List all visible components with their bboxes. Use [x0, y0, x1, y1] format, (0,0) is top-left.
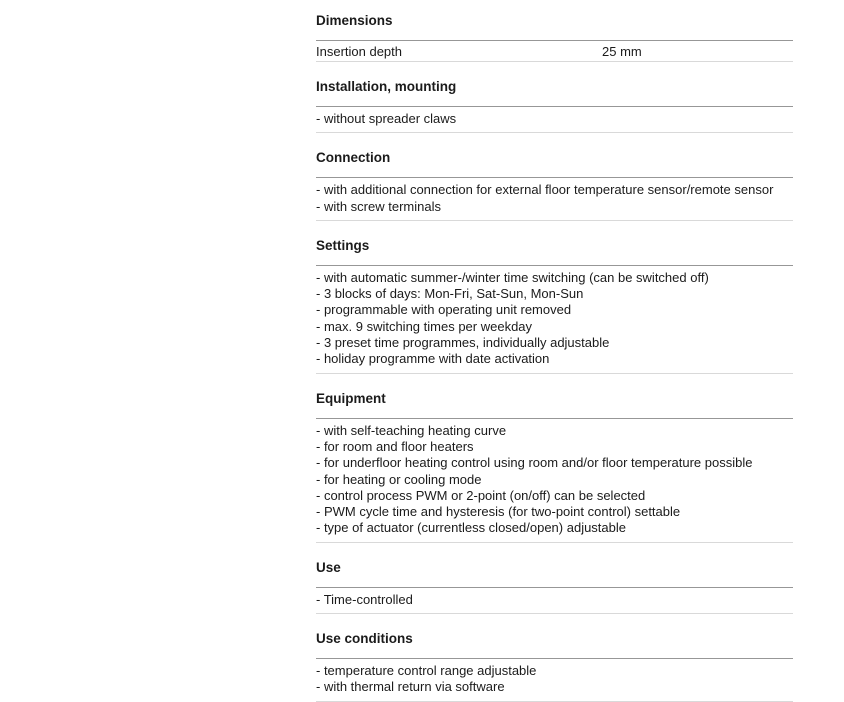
section-title: Settings [316, 237, 370, 253]
section-dimensions [316, 14, 793, 62]
section-settings [316, 239, 793, 374]
list-item: - with automatic summer-/winter time switching (can be switched off) [316, 269, 709, 285]
list-item: - for heating or cooling mode [316, 471, 482, 487]
list-item: - with self-teaching heating curve [316, 422, 507, 438]
section-equipment [316, 392, 793, 543]
list-item: - with screw terminals [316, 198, 441, 214]
feature-list [316, 266, 793, 373]
spec-row [316, 44, 793, 59]
list-item: - 3 blocks of days: Mon-Fri, Sat-Sun, Mon-Sun [316, 286, 584, 302]
section-end-divider [316, 373, 793, 374]
list-item: - with additional connection for external floor temperature sensor/remote sensor [316, 182, 774, 198]
list-item: - temperature control range adjustable [316, 663, 537, 679]
section-end-divider [316, 132, 793, 133]
list-item: - programmable with operating unit removed [316, 302, 572, 318]
section-title: Equipment [316, 390, 386, 406]
section-title: Connection [316, 150, 391, 166]
section-end-divider [316, 613, 793, 614]
section-title: Use conditions [316, 631, 413, 647]
section-title: Dimensions [316, 13, 393, 28]
list-item: - Time-controlled [316, 591, 413, 607]
list-item: - max. 9 switching times per weekday [316, 318, 533, 334]
section-use [316, 561, 793, 614]
spec-sheet [316, 14, 793, 702]
section-end-divider [316, 220, 793, 221]
section-title: Use [316, 559, 341, 575]
list-item: - without spreader claws [316, 111, 457, 126]
section-end-divider [316, 701, 793, 702]
section-installation-mounting [316, 80, 793, 133]
list-item: - with thermal return via software [316, 679, 505, 695]
list-item: - PWM cycle time and hysteresis (for two-point control) settable [316, 504, 681, 520]
spec-value: 25 mm [602, 44, 642, 59]
feature-list [316, 419, 793, 542]
list-item: - for underfloor heating control using room and/or floor temperature possible [316, 455, 753, 471]
feature-list [316, 107, 793, 132]
section-connection [316, 151, 793, 221]
feature-list [316, 588, 793, 613]
spec-table [316, 41, 793, 61]
section-end-divider [316, 542, 793, 543]
list-item: - holiday programme with date activation [316, 351, 550, 367]
section-end-divider [316, 61, 793, 62]
spec-label: Insertion depth [316, 44, 403, 59]
list-item: - for room and floor heaters [316, 438, 474, 454]
feature-list [316, 178, 793, 220]
list-item: - 3 preset time programmes, individually adjustable [316, 335, 610, 351]
section-use-conditions [316, 632, 793, 702]
list-item: - type of actuator (currentless closed/open) adjustable [316, 520, 627, 536]
feature-list [316, 659, 793, 701]
list-item: - control process PWM or 2-point (on/off) can be selected [316, 487, 646, 503]
section-title: Installation, mounting [316, 79, 457, 94]
